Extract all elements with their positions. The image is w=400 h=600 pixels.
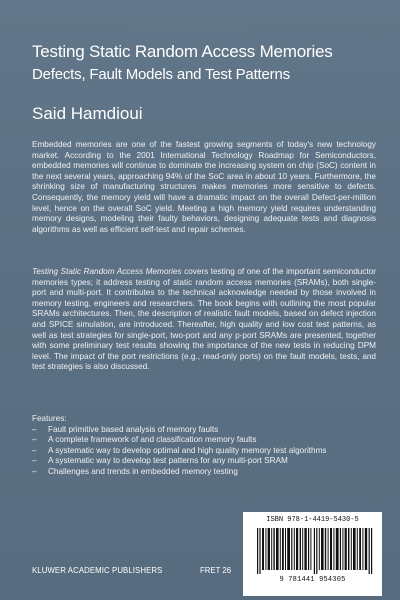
feature-item: [32, 425, 376, 436]
feature-item-text: Challenges and trends in embedded memory testing: [48, 466, 238, 476]
blurb-book-title-emphasis: Testing Static Random Access Memories: [32, 267, 182, 276]
dash-bullet: –: [32, 466, 37, 476]
blurb-paragraph-1: Embedded memories are one of the fastest growing segments of today's new technology market. According to the 2001 International Technology Roadmap for Semiconductors, embedded memories will continue to dominate the increasing system on chip (SoC) content in the next several years, approaching 94% of the SoC area in about 10 years. Furthermore, the shrinking size of manufacturing structures makes memories more sensitive to defects. Consequently, the memory yield will have a dramatic impact on the overall Defect-per-million level, hence on the overall SoC yield. Meeting a high memory yield requires understanding memory designs, modeling their faulty behaviors, designing adequate tests and diagnosis algorithms as well as efficient self-test and repair schemes.: [32, 140, 376, 234]
dash-bullet: –: [32, 456, 37, 466]
dash-bullet: –: [32, 445, 37, 455]
feature-item: [32, 467, 376, 478]
features-list: [32, 425, 376, 478]
dash-bullet: –: [32, 424, 37, 434]
series-code: FRET 26: [200, 566, 232, 575]
feature-item-text: A systematic way to develop optimal and high quality memory test algorithms: [48, 445, 327, 455]
book-author: Said Hamdioui: [32, 104, 143, 123]
isbn-text: ISBN 978-1-4419-5430-5: [266, 516, 359, 524]
features-section: [32, 414, 376, 478]
feature-item-text: A complete framework of and classification memory faults: [48, 435, 257, 445]
feature-item: [32, 456, 376, 467]
feature-item-text: A systematic way to develop test patterns for any multi-port SRAM: [48, 456, 288, 466]
feature-item: [32, 446, 376, 457]
blurb-paragraph-2-text: covers testing of one of the important semiconductor memories types; it address testing of static random access memories (SRAMs), both single-port and multi-port. It contributes to the technical acknowledge needed by those involved in memory testing, engineers and researchers. The book begins with outlining the most popular SRAMs architectures. Then, the description of realistic fault models, based on defect injection and SPICE simulation, are introduced. Thereafter, high quality and low cost test patterns, as well as test strategies for single-port, two-port and any p-port SRAMs are presented, together with some preliminary test results showing the importance of the new tests in reducing DPM level. The impact of the port restrictions (e.g., read-only ports) on the fault models, tests, and test strategies is also discussed.: [32, 267, 376, 372]
barcode-label: [243, 512, 382, 596]
book-title: Testing Static Random Access Memories: [32, 42, 333, 61]
dash-bullet: –: [32, 435, 37, 445]
feature-item-text: Fault primitive based analysis of memory faults: [48, 424, 219, 434]
blurb-paragraph-2: [32, 267, 376, 373]
features-heading: Features:: [32, 414, 67, 423]
barcode-digits: 9 781441 954305: [279, 576, 346, 584]
book-subtitle: Defects, Fault Models and Test Patterns: [32, 66, 290, 83]
publisher-name: KLUWER ACADEMIC PUBLISHERS: [32, 566, 163, 575]
barcode-bars-icon: [257, 528, 375, 574]
feature-item: [32, 435, 376, 446]
